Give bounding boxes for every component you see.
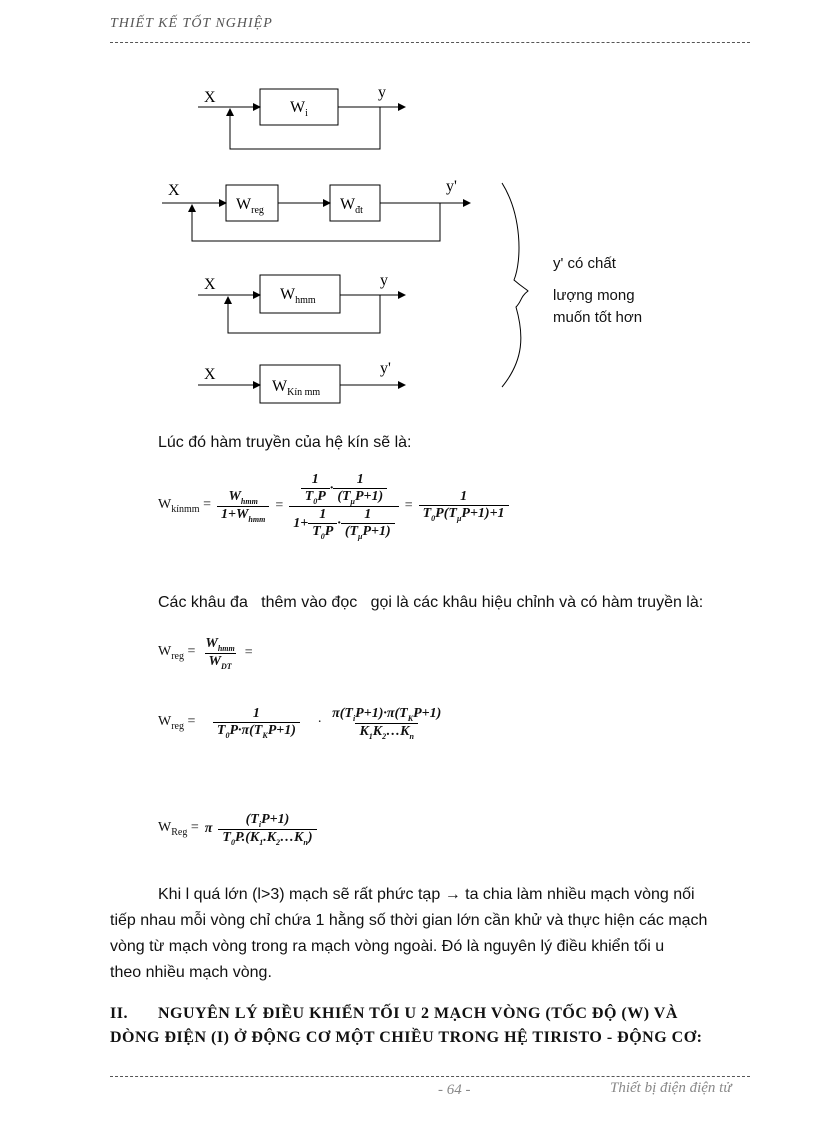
footer-rule	[110, 1076, 750, 1077]
d3-output: y	[380, 272, 388, 289]
equation-wreg-1: $W_{reg}$ = $\frac{W_{hmm}}{W_{DT}}$ =	[158, 636, 253, 671]
d4-input: X	[204, 366, 216, 383]
block-diagrams	[150, 75, 530, 415]
d2-input: X	[168, 182, 180, 199]
d4-output: y'	[380, 360, 391, 377]
d2-output: y'	[446, 178, 457, 195]
correction-blocks-text: Các khâu đa thêm vào đọc gọi là các khâu hiệu chỉnh và có hàm truyền là:	[158, 594, 704, 611]
d1-input: X	[204, 89, 216, 106]
d2-block-b: $W_{đt}$	[340, 196, 363, 216]
paragraph-loops: Khi l quá lớn (l>3) mạch sẽ rất phức tạp → ta chia làm nhiều mạch vòng nối tiếp nhau mỗi vòng chỉ chứa 1 hằng số thời gian lớn cần khử và thực hiện các mạch vòng từ mạch vòng trong ra mạch vòng ngoài. Đó là nguyên lý điều khiển tối u theo nhiều mạch vòng.	[110, 886, 708, 981]
d3-block: $W_{hmm}$	[280, 286, 316, 306]
page-header: THIẾT KẾ TỐT NGHIỆP	[110, 16, 273, 31]
header-rule	[110, 42, 750, 43]
d2-block-a: $W_{reg}$	[236, 196, 264, 216]
footer-title: Thiết bị điện điện tử	[610, 1080, 732, 1096]
equation-closed-loop: $W_{kínmm}$ = $\frac{W_{hmm}}{1+W_{hmm}}$ = $\frac{1}{T_0P}$ · $\frac{1}{(T_\mu P+1)}$ 1+ $\frac{1}{T_0P}$ · $\frac{1}{(T_\mu P+1)}$ = $\frac{1}{T_0P(T_\mu P+1)+1}$	[158, 472, 509, 541]
d1-block: $W_i$	[290, 99, 308, 119]
d3-input: X	[204, 276, 216, 293]
equation-wreg-2: $W_{reg}$ = $\frac{1}{T_0P\cdot\pi(T_KP+1)}$ · $\frac{\pi(T_iP+1)\cdot\pi(T_KP+1)}{K_1K_2\dots K_n}$	[158, 706, 442, 741]
brace-note: y' có chất lượng mong muốn tốt hơn	[553, 255, 643, 326]
equation-wreg-3: $W_{Reg}$ = π $\frac{(T_iP+1)}{T_0P.(K_1.K_2\dots K_n)}$	[158, 812, 317, 847]
page-number: - 64 -	[438, 1082, 471, 1098]
intro-text: Lúc đó hàm truyền của hệ kín sẽ là:	[158, 434, 412, 451]
d4-block: $W_{Kín mm}$	[272, 378, 321, 398]
d1-output: y	[378, 84, 386, 101]
section-heading: II. NGUYÊN LÝ ĐIỀU KHIỂN TỐI U 2 MẠCH VÒNG (TỐC ĐỘ (W) VÀ DÒNG ĐIỆN (I) Ở ĐỘNG CƠ MỘT CHIỀU TRONG HỆ TIRISTO - ĐỘNG CƠ:	[110, 1005, 703, 1046]
